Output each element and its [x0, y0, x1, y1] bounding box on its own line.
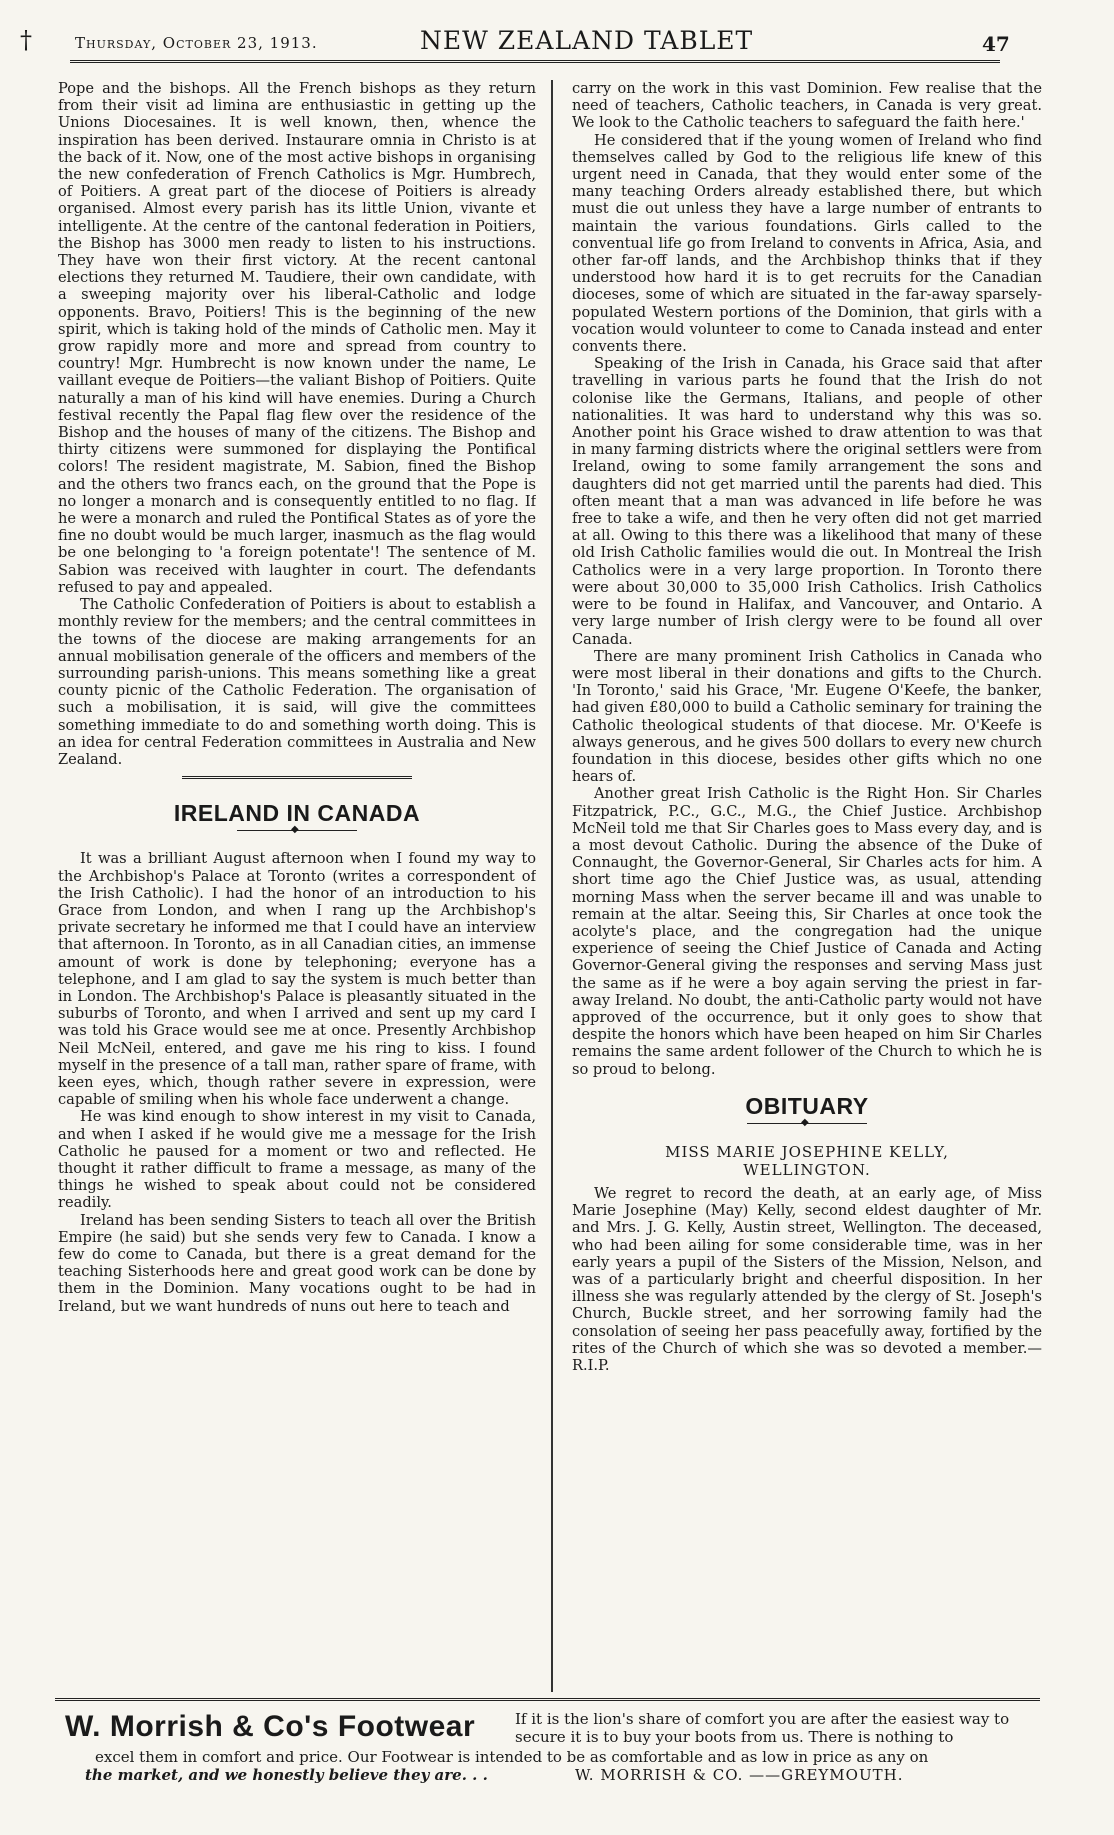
article-paragraph: There are many prominent Irish Catholics in Canada who were most liberal in their donations and gifts to the Church. 'In Toronto,' said his Grace, 'Mr. Eugene O'Keefe, the banker, had given £80,000 to build a Catholic seminary for training the Catholic theological students of that diocese. Mr. O'Keefe is always generous, and he gives 500 dollars to every new church foundation in this diocese, besides other gifts which no one hears of. — [572, 647, 1042, 786]
advert-line-1: If it is the lion's share of comfort you are after the easiest way to secure it is to buy your boots from us. There is nothing to — [515, 1710, 1010, 1746]
diamond-icon: ◆ — [291, 824, 299, 836]
page-number: 47 — [982, 32, 1010, 56]
diamond-ornament — [747, 1116, 867, 1128]
article-paragraph: He considered that if the young women of Ireland who find themselves called by God to the religious life knew of this urgent need in Canada, that they would enter some of the many teaching Orders already established there, but which must die out unless they have a large number of entrants to maintain the various foundations. Girls called to the conventual life go from Ireland to convents in Africa, Asia, and other far-off lands, and the Archbishop thinks that if they understood how hard it is to get recruits for the Canadian dioceses, some of which are situated in the far-away sparsely-populated Western portions of the Dominion, that girls with a vocation would volunteer to come to Canada instead and enter convents there. — [572, 131, 1042, 356]
footwear-advertisement — [55, 1698, 1040, 1823]
advert-line-2: excel them in comfort and price. Our Footwear is intended to be as comfortable and as low in price as any on — [95, 1748, 929, 1766]
article-paragraph: He was kind enough to show interest in my visit to Canada, and when I asked if he would give me a message for the Irish Catholic he paused for a moment or two and reflected. He thought it rather difficult to frame a message, as many of the things he wished to speak about could not be considered readily. — [58, 1108, 536, 1212]
page-header — [20, 22, 1020, 62]
advert-rule — [55, 1698, 1040, 1701]
article-paragraph: Speaking of the Irish in Canada, his Grace said that after travelling in various parts he found that the Irish do not colonise like the Germans, Italians, and people of other nationalities. It was hard to understand why this was so. Another point his Grace wished to draw attention to was that in many farming districts where the original settlers were from Ireland, owing to some family arrangement the sons and daughters did not get married until the parents had died. This often meant that a man was advanced in life before he was free to take a wife, and then he very often did not get married at all. Owing to this there was a likelihood that many of these old Irish Catholic families would die out. In Montreal the Irish Catholics were in a very large proportion. In Toronto there were about 30,000 to 35,000 Irish Catholics. Irish Catholics were to be found in Halifax, and Vancouver, and Ontario. A very large number of Irish clergy were to be found all over Canada. — [572, 355, 1042, 648]
masthead-title: NEW ZEALAND TABLET — [420, 26, 754, 55]
advert-line-3: the market, and we honestly believe they are. . . — [85, 1766, 488, 1784]
left-column — [58, 80, 536, 1692]
article-paragraph: Ireland has been sending Sisters to teach all over the British Empire (he said) but she sends very few to Canada. I know a few do come to Canada, but there is a great demand for the teaching Sisterhoods here and great good work can be done by them in the Dominion. Many vocations ought to be had in Ireland, but we want hundreds of nuns out here to teach and — [58, 1211, 536, 1315]
column-divider — [551, 80, 553, 1692]
article-paragraph: The Catholic Confederation of Poitiers is about to establish a monthly review for the members; and the central committees in the towns of the diocese are making arrangements for an annual mobilisation generale of the officers and members of the surrounding parish-unions. This means something like a great county picnic of the Catholic Federation. The organisation of such a mobilisation, it is said, will give the committees something immediate to do and something worth doing. This is an idea for central Federation committees in Australia and New Zealand. — [58, 596, 536, 768]
obituary-text: We regret to record the death, at an early age, of Miss Marie Josephine (May) Kelly, second eldest daughter of Mr. and Mrs. J. G. Kelly, Austin street, Wellington. The deceased, who had been ailing for some considerable time, was in her early years a pupil of the Sisters of the Mission, Nelson, and was of a particularly bright and cheerful disposition. In her illness she was regularly attended by the clergy of St. Joseph's Church, Buckle street, and her sorrowing family had the consolation of seeing her pass peacefully away, fortified by the rites of the Church of which she was so devoted a member.—R.I.P. — [572, 1184, 1042, 1375]
obituary-subtitle — [572, 1143, 1042, 1179]
header-rule — [70, 60, 1000, 63]
section-title: IRELAND IN CANADA — [173, 800, 421, 827]
section-heading-obituary — [572, 1092, 1042, 1128]
article-paragraph: carry on the work in this vast Dominion. Few realise that the need of teachers, Catholic teachers, in Canada is very great. We look to the Catholic teachers to safeguard the faith here.' — [572, 80, 1042, 132]
obituary-title: OBITUARY — [745, 1092, 869, 1119]
obituary-name: MISS MARIE JOSEPHINE KELLY, — [665, 1142, 949, 1161]
advert-signature: W. MORRISH & CO. ——GREYMOUTH. — [575, 1766, 904, 1784]
section-heading-ireland — [58, 776, 536, 836]
obituary-place: WELLINGTON. — [743, 1160, 871, 1179]
right-column — [572, 80, 1042, 1692]
issue-date: Thursday, October 23, 1913. — [75, 34, 318, 52]
diamond-ornament — [237, 824, 357, 836]
advert-brand: W. Morrish & Co's Footwear — [65, 1710, 476, 1743]
diamond-icon: ◆ — [801, 1116, 809, 1128]
article-paragraph: Pope and the bishops. All the French bishops as they return from their visit ad limina are enthusiastic in getting up the Unions Diocesaines. It is well known, then, whence the inspiration has been derived. Instaurare omnia in Christo is at the back of it. Now, one of the most active bishops in organising the new confederation of French Catholics is Mgr. Humbrech, of Poitiers. A great part of the diocese of Poitiers is already organised. Almost every parish has its little Union, vivante et intelligente. At the centre of the cantonal federation in Poitiers, the Bishop has 3000 men ready to listen to his instructions. They have won their first victory. At the recent cantonal elections they returned M. Taudiere, their own candidate, with a sweeping majority over his liberal-Catholic and lodge opponents. Bravo, Poitiers! This is the beginning of the new spirit, which is taking hold of the minds of Catholic men. May it grow rapidly more and more and spread from country to country! Mgr. Humbrecht is now known under the name, Le vaillant eveque de Poitiers—the valiant Bishop of Poitiers. Quite naturally a man of his kind will have enemies. During a Church festival recently the Papal flag flew over the residence of the Bishop and the houses of many of the citizens. The Bishop and thirty citizens were summoned for displaying the Pontifical colors! The resident magistrate, M. Sabion, fined the Bishop and the others two francs each, on the ground that the Pope is no longer a monarch and is consequently entitled to no flag. If he were a monarch and ruled the Pontifical States as of yore the fine no doubt would be much larger, inasmuch as the flag would be one belonging to 'a foreign potentate'! The sentence of M. Sabion was received with laughter in court. The defendants refused to pay and appealed. — [58, 80, 536, 596]
section-rule — [182, 776, 412, 779]
article-paragraph: It was a brilliant August afternoon when I found my way to the Archbishop's Palace at Toronto (writes a correspondent of the Irish Catholic). I had the honor of an introduction to his Grace from London, and when I rang up the Archbishop's private secretary he informed me that I could have an interview that afternoon. In Toronto, as in all Canadian cities, an immense amount of work is done by telephoning; everyone has a telephone, and I am glad to say the system is much better than in London. The Archbishop's Palace is pleasantly situated in the suburbs of Toronto, and when I arrived and sent up my card I was told his Grace would see me at once. Presently Archbishop Neil McNeil, entered, and gave me his ring to kiss. I found myself in the presence of a tall man, rather spare of frame, with keen eyes, which, though rather severe in expression, were capable of smiling when his whole face underwent a change. — [58, 850, 536, 1109]
article-paragraph: Another great Irish Catholic is the Right Hon. Sir Charles Fitzpatrick, P.C., G.C., M.G., the Chief Justice. Archbishop McNeil told me that Sir Charles goes to Mass every day, and is a most devout Catholic. During the absence of the Duke of Connaught, the Governor-General, Sir Charles acts for him. A short time ago the Chief Justice was, as usual, attending morning Mass when the server became ill and was unable to remain at the altar. Seeing this, Sir Charles at once took the acolyte's place, and the congregation had the unique experience of seeing the Chief Justice of Canada and Acting Governor-General giving the responses and serving Mass just the same as if he were a boy again serving the priest in far-away Ireland. No doubt, the anti-Catholic party would not have approved of the occurrence, but it only goes to show that despite the honors which have been heaped on him Sir Charles remains the same ardent follower of the Church to which he is so proud to belong. — [572, 785, 1042, 1078]
pin-mark: † — [20, 26, 32, 54]
